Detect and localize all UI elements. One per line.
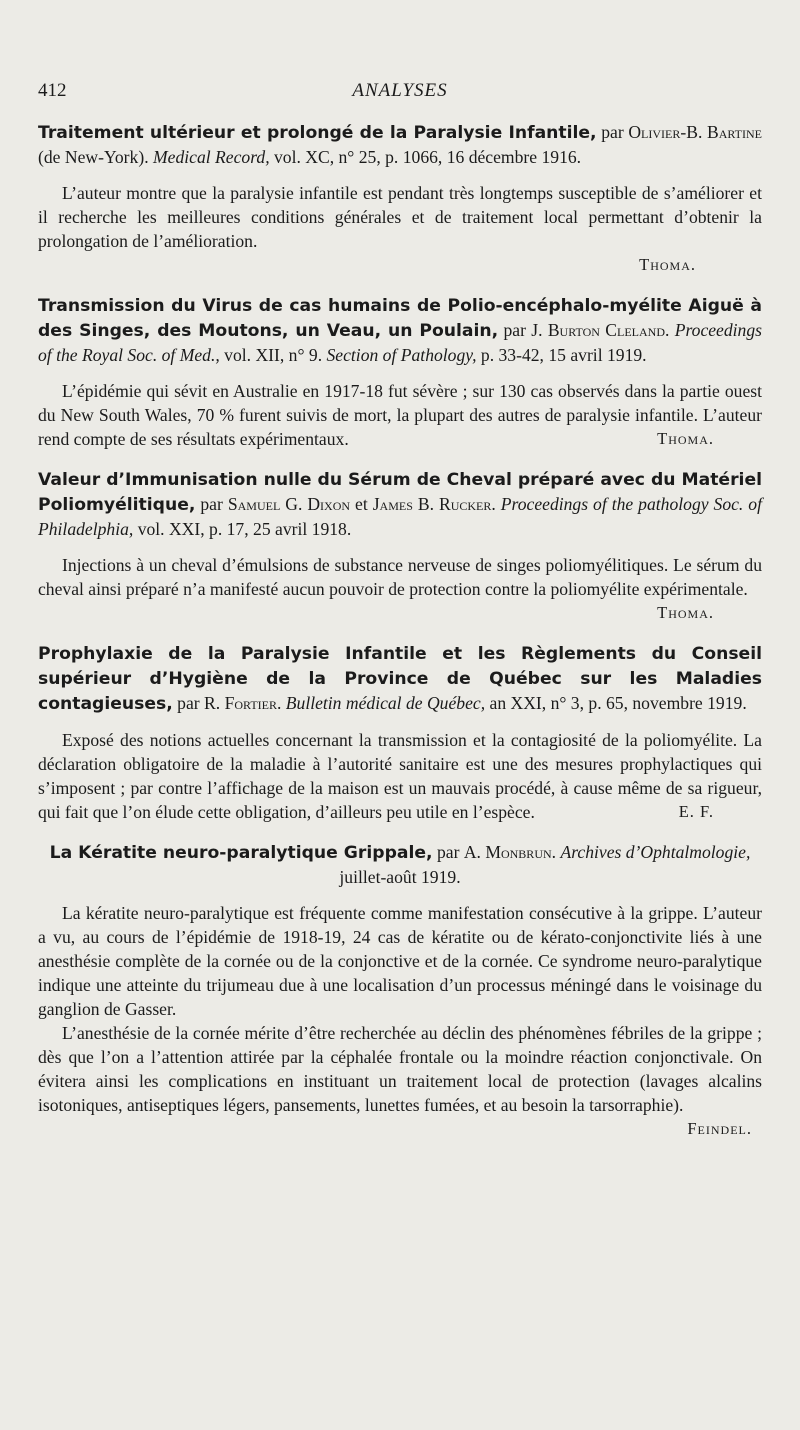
abstract-entry [38,840,762,1141]
citation-pages: p. 33-42, 15 avril 1919. [476,345,647,365]
page-number: 412 [38,80,67,101]
abstract-entry [38,467,762,625]
entry-heading [38,467,762,541]
reviewer-signature: Thoma. [657,429,714,448]
citation: vol. XXI, p. 17, 25 avril 1918. [133,519,352,539]
entry-heading [38,641,762,716]
journal-name: Bulletin médical de Québec, [285,693,486,713]
abstract-paragraph: La kératite neuro-paralytique est fréquente comme manifestation consécutive à la grippe. L’auteur a vu, au cours de l’épidémie de 1918-19, 24 cas de kératite ou de kérato-conjonctivite liés à une anesthésie complète de la cornée ou de la conjonctive et de la cornée. Ce syndrome neuro-paralytique indique une atteinte du trijumeau due à une localisation d’un processus méningé dans le voisinage du ganglion de Gasser. [38,903,762,1019]
entry-heading [38,293,762,367]
entry-author-2: James B. Rucker. [372,494,496,514]
paragraph-with-signature [38,728,762,824]
citation: vol. XII, n° 9. [219,345,327,365]
reviewer-signature: Thoma. [657,603,714,622]
entry-heading [38,840,762,889]
journal-name: Medical Record, [153,147,270,167]
par-word: par [596,122,629,142]
entry-author: A. Monbrun. [463,842,557,862]
paragraph-with-signature [38,379,762,451]
journal-name: Proceedings of the Royal Soc. of Med., [38,320,762,365]
paragraph-with-signature [38,553,762,625]
entry-title: Prophylaxie de la Paralysie Infantile et les Règlements du Conseil supérieur d’Hygiène de la Province de Québec sur les Maladies contagieuses, [38,644,762,714]
journal-name: Archives d’Ophtalmologie, [560,842,751,862]
journal-name: Proceedings of the pathology Soc. of Philadelphia, [38,494,762,539]
entry-author: Samuel G. Dixon [227,494,351,514]
abstract-text: Injections à un cheval d’émulsions de substance nerveuse de singes poliomyélitiques. Le sérum du cheval ainsi préparé n’a manifesté aucun pouvoir de protection contre la poliomyélite expérimentale. [38,555,762,599]
abstract-paragraph [38,728,762,824]
reviewer-signature: E. F. [678,802,714,821]
citation: vol. XC, n° 25, p. 1066, 16 décembre 1916. [269,147,582,167]
reviewer-signature: Feindel. [687,1119,752,1138]
journal-section: Section of Pathology, [326,345,477,365]
abstract-paragraph [38,379,762,451]
entry-title: La Kératite neuro-paralytique Grippale, [49,843,433,863]
abstract-entry [38,120,762,277]
abstract-text: Exposé des notions actuelles concernant la transmission et la contagiosité de la poliomyélite. La déclaration obligatoire de la maladie à l’autorité sanitaire est une des mesures prophylactiques qui s’imposent ; par contre l’affichage de la maison est un mauvais procédé, à cause même de sa rigueur, qui fait que l’on élude cette obligation, d’ailleurs peu utile en l’espèce. [38,730,762,822]
article-list [38,120,762,1157]
running-title: ANALYSES [352,80,448,101]
citation: juillet-août 1919. [339,867,461,887]
entry-author: J. Burton Cleland. [531,320,670,340]
abstract-entry [38,641,762,824]
abstract-paragraph: L’auteur montre que la paralysie infantile est pendant très longtemps susceptible de s’améliorer et il recherche les meilleures conditions générales et de traitement local permettant d’obtenir la prolongation de l’amélioration. [38,183,762,251]
par-word: par [172,693,205,713]
entry-heading [38,120,762,169]
entry-title: Traitement ultérieur et prolongé de la Paralysie Infantile, [38,123,597,143]
par-word: par [195,494,228,514]
par-word: par [498,320,532,340]
abstract-paragraph: L’anesthésie de la cornée mérite d’être recherchée au déclin des phénomènes fébriles de la grippe ; dès que l’on a l’attention attirée par la céphalée frontale ou la moindre réaction conjonctivale. On évitera ainsi les complications en instituant un traitement local de protection (lavages alcalins isotoniques, antiseptiques légers, pansements, lunettes fumées, et au besoin la tarsorraphie). [38,1023,762,1115]
author-affiliation: (de New-York). [38,147,153,167]
entry-author: R. Fortier. [204,693,282,713]
entry-title: Transmission du Virus de cas humains de Polio-encéphalo-myélite Aiguë à des Singes, des Moutons, un Veau, un Poulain, [38,296,762,341]
entry-title: Valeur d’Immunisation nulle du Sérum de Cheval préparé avec du Matériel Poliomyélitique, [38,470,762,515]
conjunction: et [350,494,373,514]
citation: an XXI, n° 3, p. 65, novembre 1919. [485,693,747,713]
reviewer-signature: Thoma. [639,255,696,274]
abstract-entry [38,293,762,451]
abstract-paragraph [38,553,762,622]
abstract-text: L’épidémie qui sévit en Australie en 1917-18 fut sévère ; sur 130 cas observés dans la partie ouest du New South Wales, 70 % furent suivis de mort, la plupart des autres de paralysie infantile. L’auteur rend compte de ses résultats expérimentaux. [38,381,762,449]
entry-author: Olivier-B. Bartine [628,122,762,142]
running-head [38,80,762,106]
par-word: par [432,842,464,862]
